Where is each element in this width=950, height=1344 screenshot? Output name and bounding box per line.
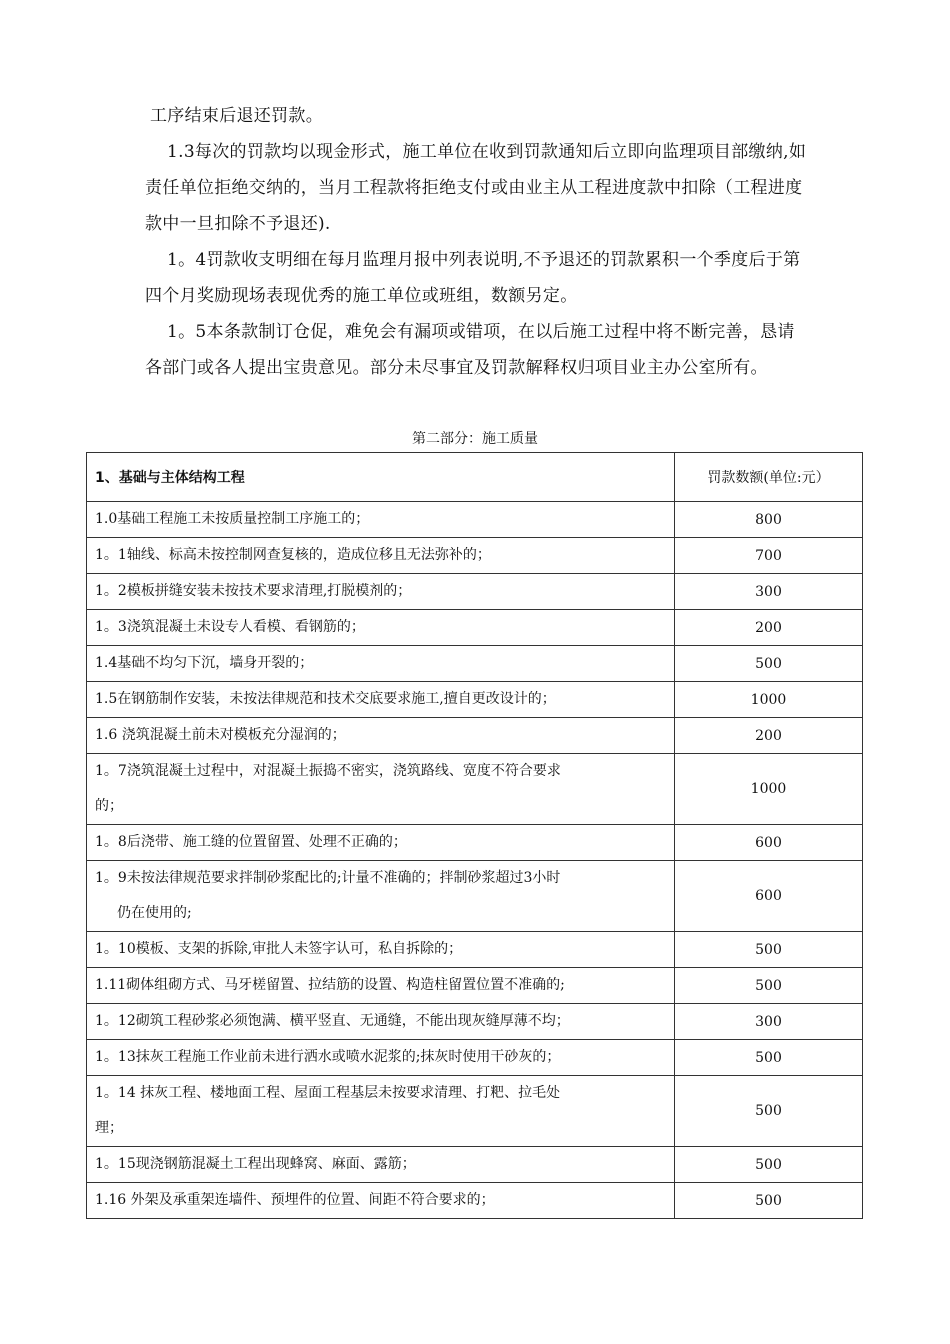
table-row [87, 754, 863, 825]
table-row [87, 682, 863, 718]
paragraph-continuation: 工序结束后退还罚款。 [150, 106, 323, 126]
penalty-item-text: 1。3浇筑混凝土未设专人看模、看钢筋的； [95, 619, 365, 635]
penalty-item [87, 610, 675, 646]
penalty-table [86, 452, 863, 1219]
table-row [87, 968, 863, 1004]
table-row [87, 1076, 863, 1147]
penalty-amount: 200 [675, 610, 863, 646]
penalty-amount: 300 [675, 574, 863, 610]
penalty-item [87, 1004, 675, 1040]
table-row [87, 610, 863, 646]
paragraph-1-5: 1。5本条款制订仓促，难免会有漏项或错项，在以后施工过程中将不断完善，恳请各部门或各人提出宝贵意见。部分未尽事宜及罚款解释权归项目业主办公室所有。 [145, 322, 795, 378]
penalty-item-text: 1。8后浇带、施工缝的位置留置、处理不正确的； [95, 834, 407, 850]
penalty-item-text: 1.4基础不均匀下沉，墙身开裂的； [95, 655, 314, 671]
penalty-amount: 300 [675, 1004, 863, 1040]
penalty-item-text-continued: 仍在使用的; [117, 905, 192, 921]
penalty-item [87, 754, 675, 825]
table-row [87, 574, 863, 610]
paragraph-1-4: 1。4罚款收支明细在每月监理月报中列表说明,不予退还的罚款累积一个季度后于第四个月奖励现场表现优秀的施工单位或班组，数额另定。 [145, 250, 801, 306]
penalty-item [87, 968, 675, 1004]
penalty-item-text: 1。12砌筑工程砂浆必须饱满、横平竖直、无通缝，不能出现灰缝厚薄不均； [95, 1013, 570, 1029]
penalty-amount: 500 [675, 932, 863, 968]
penalty-item [87, 1076, 675, 1147]
table-row [87, 538, 863, 574]
table-row [87, 1147, 863, 1183]
penalty-item-text: 1。1轴线、标高未按控制网查复核的，造成位移且无法弥补的； [95, 547, 491, 563]
table-row [87, 1040, 863, 1076]
table-title: 1、基础与主体结构工程 [87, 453, 675, 502]
penalty-amount: 500 [675, 1076, 863, 1147]
penalty-amount: 500 [675, 1147, 863, 1183]
penalty-item-text: 1。2模板拼缝安装未按技术要求清理,打脱模剂的； [95, 583, 412, 599]
penalty-item [87, 1040, 675, 1076]
paragraph-1-3: 1.3每次的罚款均以现金形式，施工单位在收到罚款通知后立即向监理项目部缴纳,如责任单位拒绝交纳的，当月工程款将拒绝支付或由业主从工程进度款中扣除（工程进度款中一旦扣除不予退还). [145, 142, 807, 234]
penalty-item-text: 1.5在钢筋制作安装，未按法律规范和技术交底要求施工,擅自更改设计的； [95, 691, 556, 707]
table-header-row [87, 453, 863, 502]
penalty-item [87, 574, 675, 610]
penalty-item-text: 1。10模板、支架的拆除,审批人未签字认可，私自拆除的； [95, 941, 463, 957]
table-row [87, 861, 863, 932]
penalty-item [87, 538, 675, 574]
section-caption: 第二部分：施工质量 [412, 431, 538, 447]
penalty-amount: 1000 [675, 754, 863, 825]
penalty-amount: 500 [675, 1183, 863, 1219]
table-row [87, 646, 863, 682]
table-row [87, 1183, 863, 1219]
penalty-item [87, 1147, 675, 1183]
penalty-amount: 500 [675, 1040, 863, 1076]
penalty-item [87, 718, 675, 754]
penalty-item-text: 1。7浇筑混凝土过程中，对混凝土振捣不密实，浇筑路线、宽度不符合要求 [95, 763, 561, 779]
table-row [87, 718, 863, 754]
penalty-item [87, 932, 675, 968]
penalty-amount: 600 [675, 825, 863, 861]
penalty-item-text: 1.11砌体组砌方式、马牙槎留置、拉结筋的设置、构造柱留置位置不准确的; [95, 977, 565, 993]
penalty-amount: 500 [675, 646, 863, 682]
penalty-item-text-continued: 理； [95, 1120, 123, 1136]
penalty-item-text: 1。13抹灰工程施工作业前未进行洒水或喷水泥浆的;抹灰时使用干砂灰的； [95, 1049, 561, 1065]
penalty-item-text: 1.6 浇筑混凝土前未对模板充分湿润的； [95, 727, 346, 743]
table-row [87, 825, 863, 861]
penalty-item [87, 1183, 675, 1219]
penalty-amount: 800 [675, 502, 863, 538]
penalty-amount: 700 [675, 538, 863, 574]
penalty-item [87, 646, 675, 682]
penalty-item-text: 1.0基础工程施工未按质量控制工序施工的； [95, 511, 370, 527]
penalty-amount: 200 [675, 718, 863, 754]
penalty-item [87, 825, 675, 861]
penalty-item [87, 682, 675, 718]
table-row [87, 1004, 863, 1040]
table-row [87, 502, 863, 538]
penalty-item [87, 502, 675, 538]
penalty-item-text-continued: 的； [95, 798, 123, 814]
penalty-item-text: 1。15现浇钢筋混凝土工程出现蜂窝、麻面、露筋； [95, 1156, 416, 1172]
table-row [87, 932, 863, 968]
penalty-item-text: 1。9未按法律规范要求拌制砂浆配比的;计量不准确的；拌制砂浆超过3小时 [95, 870, 561, 886]
penalty-item-text: 1.16 外架及承重架连墙件、预埋件的位置、间距不符合要求的； [95, 1192, 495, 1208]
amount-column-header: 罚款数额(单位:元） [675, 453, 863, 502]
penalty-amount: 500 [675, 968, 863, 1004]
penalty-amount: 600 [675, 861, 863, 932]
penalty-item-text: 1。14 抹灰工程、楼地面工程、屋面工程基层未按要求清理、打粑、拉毛处 [95, 1085, 561, 1101]
penalty-item [87, 861, 675, 932]
penalty-amount: 1000 [675, 682, 863, 718]
